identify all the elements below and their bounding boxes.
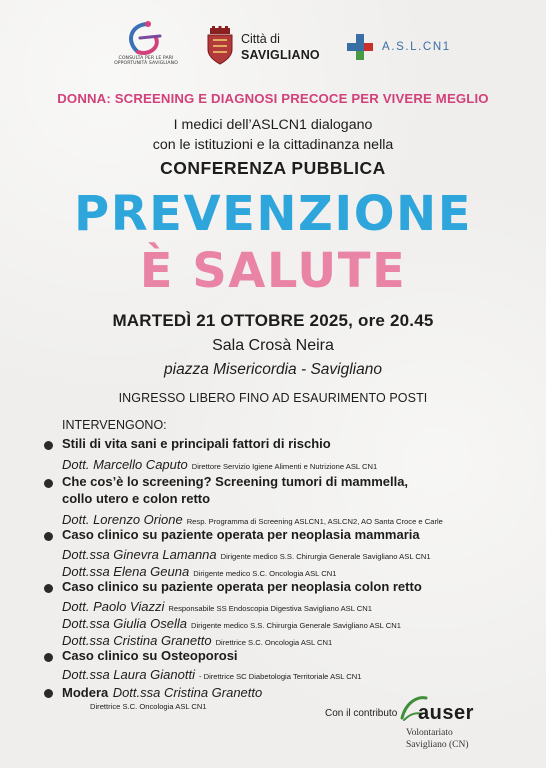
logos-header xyxy=(0,18,546,78)
talk-title: Caso clinico su paziente operata per neoplasia colon retto xyxy=(62,579,422,594)
conference-heading: CONFERENZA PUBBLICA xyxy=(160,158,386,178)
bullet-icon xyxy=(44,441,53,450)
bullet-icon xyxy=(44,479,53,488)
speaker-role: Dirigente medico S.C. Oncologia ASL CN1 xyxy=(193,569,337,578)
speaker-name: Dott. Marcello Caputo xyxy=(62,457,188,472)
talk-title: Caso clinico su paziente operata per neoplasia mammaria xyxy=(62,527,420,542)
bullet-icon xyxy=(44,653,53,662)
event-date: MARTEDÌ 21 OTTOBRE 2025, ore 20.45 xyxy=(112,311,434,330)
speaker-entry xyxy=(62,666,361,684)
asl-cn1-logo xyxy=(346,32,456,68)
speaker-entry xyxy=(62,546,431,564)
speaker-role: - Direttrice SC Diabetologia Territoriale ASL CN1 xyxy=(198,672,362,681)
speaker-entry xyxy=(62,456,377,474)
asl-label: A.S.L.CN1 xyxy=(382,41,451,53)
event-address: piazza Misericordia - Savigliano xyxy=(164,361,382,378)
moderator-entry xyxy=(62,684,262,702)
event-subtitle: DONNA: SCREENING E DIAGNOSI PRECOCE PER VIVERE MEGLIO xyxy=(57,91,489,106)
talk-title: Che cos’è lo screening? Screening tumori di mammella, xyxy=(62,474,409,489)
bullet-icon xyxy=(44,532,53,541)
auser-name: auser xyxy=(418,702,474,724)
speaker-name: Dott.ssa Giulia Osella xyxy=(62,616,187,631)
entry-notice: INGRESSO LIBERO FINO AD ESAURIMENTO POSTI xyxy=(118,391,428,405)
speaker-role: Dirigente medico S.S. Chirurgia Generale Savigliano ASL CN1 xyxy=(220,552,431,561)
speaker-entry xyxy=(62,615,401,633)
citta-label: Città di xyxy=(241,32,280,46)
intro-line-1: I medici dell’ASLCN1 dialogano xyxy=(173,117,373,133)
moderator-name: Dott.ssa Cristina Granetto xyxy=(112,685,263,700)
crest-icon xyxy=(205,26,235,66)
moderator-label: Modera xyxy=(62,685,109,700)
speaker-role: Direttrice S.C. Oncologia ASL CN1 xyxy=(215,638,333,647)
contributor-label: Con il contributo xyxy=(325,708,398,719)
main-title-line-1: PREVENZIONE xyxy=(74,186,472,242)
auser-line-1: Volontariato xyxy=(406,728,453,738)
moderator-role: Direttrice S.C. Oncologia ASL CN1 xyxy=(90,702,207,711)
consulta-logo-text: CONSULTA PER LE PARI OPPORTUNITÀ SAVIGLIANO xyxy=(114,56,178,67)
speaker-role: Direttore Servizio Igiene Alimenti e Nutrizione ASL CN1 xyxy=(191,462,378,471)
speaker-role: Resp. Programma di Screening ASLCN1, ASLCN2, AO Santa Croce e Carle xyxy=(186,517,443,526)
speaker-name: Dott. Paolo Viazzi xyxy=(62,599,165,614)
event-venue: Sala Crosà Neira xyxy=(212,337,334,354)
bullet-icon xyxy=(44,584,53,593)
intro-line-2: con le istituzioni e la cittadinanza nella xyxy=(152,137,394,153)
bullet-icon xyxy=(44,689,53,698)
speaker-name: Dott.ssa Ginevra Lamanna xyxy=(62,547,217,562)
consulta-logo xyxy=(106,20,186,74)
talk-title: Stili di vita sani e principali fattori di rischio xyxy=(62,436,331,451)
speaker-name: Dott.ssa Laura Gianotti xyxy=(62,667,195,682)
speaker-name: Dott. Lorenzo Orione xyxy=(62,512,183,527)
speakers-label: INTERVENGONO: xyxy=(62,418,167,432)
talk-title: Caso clinico su Osteoporosi xyxy=(62,648,238,663)
auser-line-2: Savigliano (CN) xyxy=(406,740,469,750)
speaker-name: Dott.ssa Cristina Granetto xyxy=(62,633,212,648)
asl-cross-icon xyxy=(346,32,380,66)
savigliano-label: SAVIGLIANO xyxy=(241,48,320,62)
speaker-entry xyxy=(62,598,372,616)
auser-logo xyxy=(398,694,518,754)
citta-savigliano-logo xyxy=(205,26,335,70)
speaker-role: Dirigente medico S.S. Chirurgia Generale Savigliano ASL CN1 xyxy=(191,621,401,630)
talk-title-continued: collo utero e colon retto xyxy=(62,491,211,506)
consulta-swirl-icon xyxy=(116,20,176,58)
main-title-line-2: È SALUTE xyxy=(139,243,407,299)
speaker-role: Responsabile SS Endoscopia Digestiva Savigliano ASL CN1 xyxy=(168,604,372,613)
speaker-name: Dott.ssa Elena Geuna xyxy=(62,564,190,579)
